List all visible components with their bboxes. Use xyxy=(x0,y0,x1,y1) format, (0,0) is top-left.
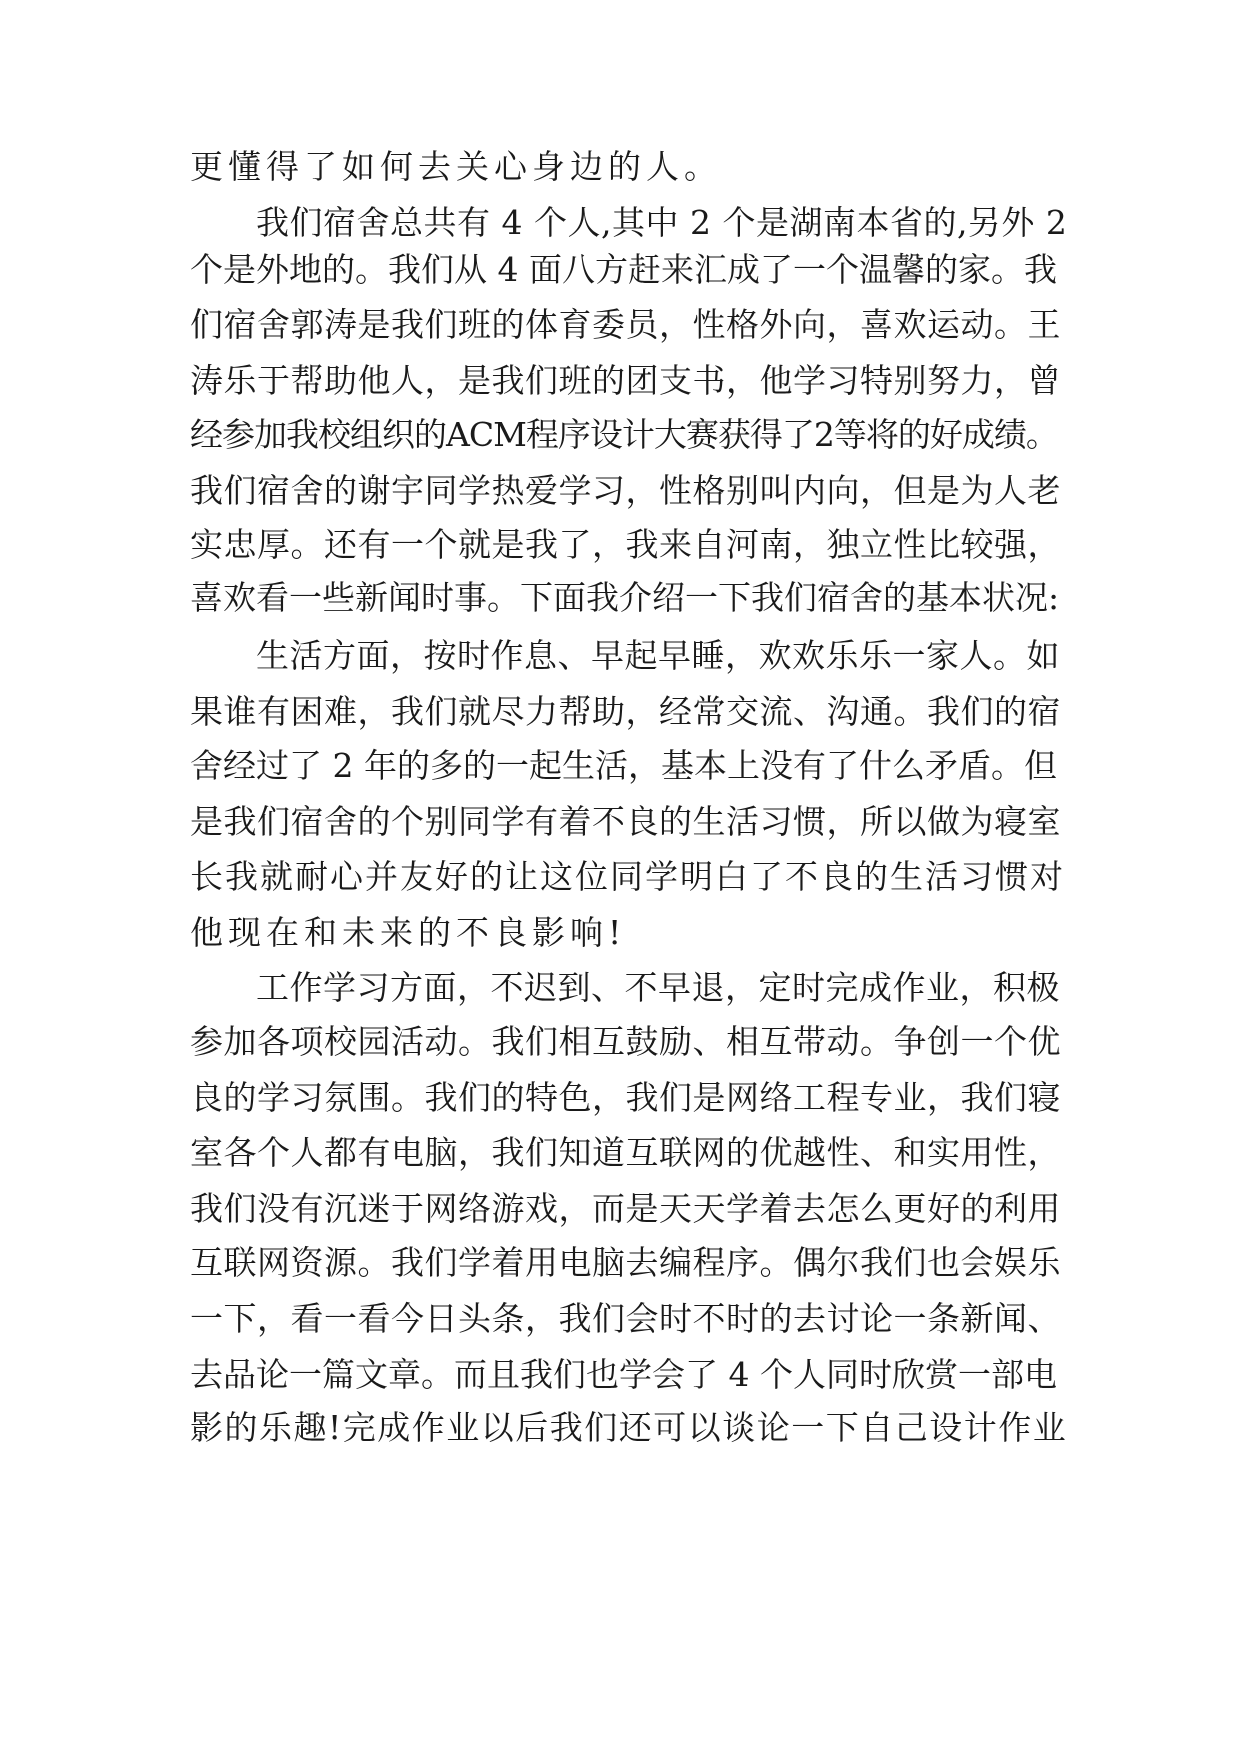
text-line: 长我就耐心并友好的让这位同学明白了不良的生活习惯对 xyxy=(190,857,1065,896)
text-line: 更懂得了如何去关心身边的人。 xyxy=(190,147,722,186)
paragraph-start-line: 我们宿舍总共有 4 个人,其中 2 个是湖南本省的,另外 2 xyxy=(256,203,1068,242)
text-line: 影的乐趣!完成作业以后我们还可以谈论一下自己设计作业 xyxy=(190,1408,1068,1447)
text-line: 我们没有沉迷于网络游戏，而是天天学着去怎么更好的利用 xyxy=(190,1189,1061,1228)
text-line: 他现在和未来的不良影响! xyxy=(190,913,627,952)
paragraph-start-line: 生活方面，按时作息、早起早睡，欢欢乐乐一家人。如 xyxy=(256,636,1060,675)
text-line: 良的学习氛围。我们的特色，我们是网络工程专业，我们寝 xyxy=(190,1078,1061,1117)
text-line: 我们宿舍的谢宇同学热爱学习，性格别叫内向，但是为人老 xyxy=(190,471,1061,510)
text-line: 果谁有困难，我们就尽力帮助，经常交流、沟通。我们的宿 xyxy=(190,692,1061,731)
text-line: 舍经过了 2 年的多的一起生活，基本上没有了什么矛盾。但 xyxy=(190,746,1057,785)
text-line: 互联网资源。我们学着用电脑去编程序。偶尔我们也会娱乐 xyxy=(190,1243,1061,1282)
text-line: 涛乐于帮助他人，是我们班的团支书，他学习特别努力，曾 xyxy=(190,361,1061,400)
text-line: 一下，看一看今日头条，我们会时不时的去讨论一条新闻、 xyxy=(190,1299,1061,1338)
text-line: 个是外地的。我们从 4 面八方赶来汇成了一个温馨的家。我 xyxy=(190,250,1057,289)
text-line: 经参加我校组织的ACM程序设计大赛获得了2等将的好成绩。 xyxy=(190,415,1058,454)
paragraph-start-line: 工作学习方面，不迟到、不早退，定时完成作业，积极 xyxy=(256,968,1060,1007)
text-line: 实忠厚。还有一个就是我了，我来自河南，独立性比较强， xyxy=(190,525,1061,564)
text-line: 参加各项校园活动。我们相互鼓励、相互带动。争创一个优 xyxy=(190,1022,1061,1061)
text-line: 是我们宿舍的个别同学有着不良的生活习惯，所以做为寝室 xyxy=(190,802,1061,841)
text-line: 喜欢看一些新闻时事。下面我介绍一下我们宿舍的基本状况: xyxy=(190,578,1060,617)
text-line: 去品论一篇文章。而且我们也学会了 4 个人同时欣赏一部电 xyxy=(190,1355,1057,1394)
text-line: 们宿舍郭涛是我们班的体育委员，性格外向，喜欢运动。王 xyxy=(190,305,1061,344)
text-line: 室各个人都有电脑，我们知道互联网的优越性、和实用性， xyxy=(190,1133,1061,1172)
